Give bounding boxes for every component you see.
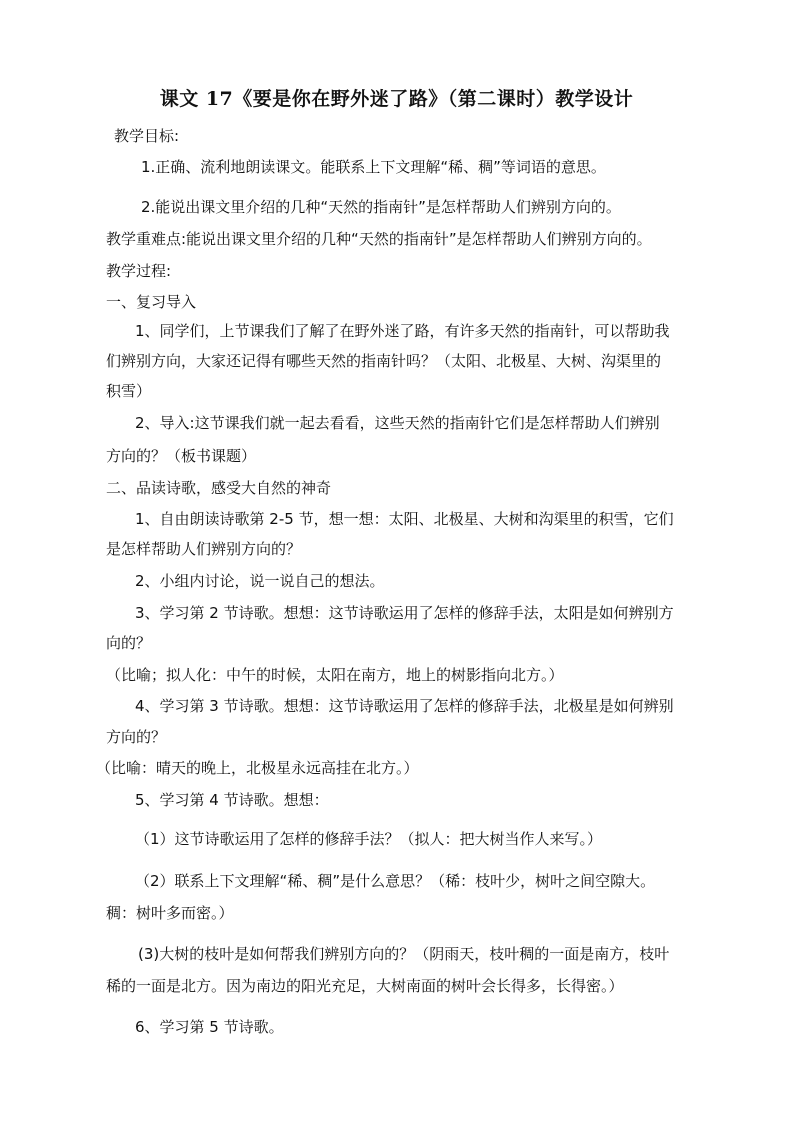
paragraph-line: （1）这节诗歌运用了怎样的修辞手法？（拟人：把大树当作人来写。） [135, 830, 603, 848]
section-goals-heading: 教学目标: [114, 127, 180, 145]
paragraph-line: 方向的？（板书课题） [106, 447, 257, 465]
paragraph-line: （比喻：晴天的晚上，北极星永远高挂在北方。） [96, 759, 419, 777]
key-points: 教学重难点:能说出课文里介绍的几种“天然的指南针”是怎样帮助人们辨别方向的。 [106, 230, 652, 248]
paragraph-line: （2）联系上下文理解“稀、稠”是什么意思？（稀：枝叶少，树叶之间空隙大。 [135, 872, 656, 890]
paragraph-line: 稠：树叶多而密。） [106, 904, 234, 922]
paragraph-line: 方向的？ [106, 728, 167, 746]
paragraph-line: 1、同学们，上节课我们了解了在野外迷了路，有许多天然的指南针，可以帮助我 [135, 322, 670, 340]
paragraph-line: 5、学习第 4 节诗歌。想想： [135, 791, 329, 809]
paragraph-line: 2、小组内讨论，说一说自己的想法。 [135, 572, 385, 590]
paragraph-line: 稀的一面是北方。因为南边的阳光充足，大树南面的树叶会长得多，长得密。） [106, 977, 624, 995]
paragraph-line: 3、学习第 2 节诗歌。想想：这节诗歌运用了怎样的修辞手法，太阳是如何辨别方 [135, 604, 674, 622]
part-2-heading: 二、品读诗歌，感受大自然的神奇 [106, 479, 332, 497]
goal-item-1: 1.正确、流利地朗读课文。能联系上下文理解“稀、稠”等词语的意思。 [141, 158, 606, 176]
document-title: 课文 17《要是你在野外迷了路》（第二课时）教学设计 [159, 88, 634, 110]
paragraph-line: 向的？ [106, 634, 152, 652]
paragraph-line: 1、自由朗读诗歌第 2-5 节，想一想：太阳、北极星、大树和沟渠里的积雪，它们 [135, 510, 674, 528]
paragraph-line: （比喻；拟人化：中午的时候，太阳在南方，地上的树影指向北方。） [106, 666, 564, 684]
section-process-heading: 教学过程: [106, 262, 172, 280]
paragraph-line: 积雪） [106, 382, 152, 400]
part-1-heading: 一、复习导入 [106, 293, 197, 311]
paragraph-line: (3)大树的枝叶是如何帮我们辨别方向的？（阴雨天，枝叶稠的一面是南方，枝叶 [138, 945, 670, 963]
goal-item-2: 2.能说出课文里介绍的几种“天然的指南针”是怎样帮助人们辨别方向的。 [141, 198, 621, 216]
paragraph-line: 们辨别方向，大家还记得有哪些天然的指南针吗？（太阳、北极星、大树、沟渠里的 [106, 352, 662, 370]
paragraph-line: 是怎样帮助人们辨别方向的？ [106, 540, 302, 558]
paragraph-line: 2、导入:这节课我们就一起去看看，这些天然的指南针它们是怎样帮助人们辨别 [135, 414, 660, 432]
paragraph-line: 6、学习第 5 节诗歌。 [135, 1018, 284, 1036]
paragraph-line: 4、学习第 3 节诗歌。想想：这节诗歌运用了怎样的修辞手法，北极星是如何辨别 [135, 697, 674, 715]
